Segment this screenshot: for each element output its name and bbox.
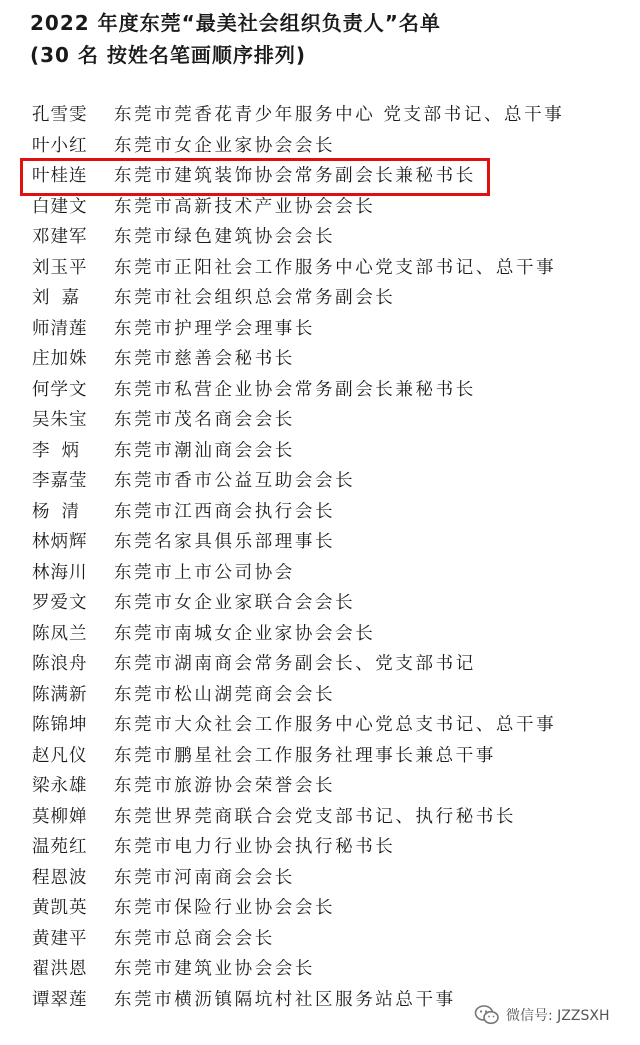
person-name: 程恩波 [32,867,88,888]
organization-title: 东莞市正阳社会工作服务中心党支部书记、总干事 [114,257,557,278]
list-item [32,588,622,619]
list-item [32,619,622,650]
name-list [32,100,622,1015]
list-item [32,100,622,131]
person-name: 杨清 [32,501,91,522]
list-item [32,771,622,802]
organization-title: 东莞市大众社会工作服务中心党总支书记、总干事 [114,715,557,735]
organization-title: 东莞市私营企业协会常务副会长兼秘书长 [114,379,476,400]
organization-title: 东莞市香市公益互助会会长 [114,471,356,491]
organization-title: 东莞市旅游协会荣誉会长 [114,776,336,796]
person-name: 罗爱文 [32,593,88,613]
list-item [32,649,622,680]
organization-title: 东莞市横沥镇隔坑村社区服务站总干事 [114,989,456,1010]
list-item [32,893,622,924]
watermark [474,1004,609,1026]
person-name: 莫柳婵 [32,806,88,827]
list-item [32,680,622,711]
organization-title: 东莞市潮汕商会会长 [114,440,295,461]
person-name: 赵凡仪 [32,745,88,766]
person-name: 白建文 [32,196,88,217]
organization-title: 东莞市高新技术产业协会会长 [114,196,376,217]
organization-title: 东莞市保险行业协会会长 [114,898,336,918]
organization-title: 东莞市社会组织总会常务副会长 [114,288,396,308]
organization-title: 东莞市电力行业协会执行秘书长 [114,837,396,857]
list-item [32,192,622,223]
list-item [32,863,622,894]
highlight-box [20,158,490,196]
organization-title: 东莞市上市公司协会 [114,562,295,583]
list-item [32,436,622,467]
document-subtitle: (30 名 按姓名笔画顺序排列) [30,43,307,67]
person-name: 梁永雄 [32,776,88,796]
list-item [32,832,622,863]
organization-title: 东莞市鹏星社会工作服务社理事长兼总干事 [114,745,496,766]
list-item [32,741,622,772]
list-item [32,710,622,741]
organization-title: 东莞市绿色建筑协会会长 [114,227,336,247]
organization-title: 东莞市莞香花青少年服务中心 党支部书记、总干事 [114,105,565,125]
person-name: 黄凯英 [32,898,88,918]
list-item [32,466,622,497]
organization-title: 东莞世界莞商联合会党支部书记、执行秘书长 [114,806,516,827]
organization-title: 东莞市松山湖莞商会会长 [114,684,336,705]
organization-title: 东莞市建筑业协会会长 [114,959,315,979]
organization-title: 东莞市茂名商会会长 [114,410,295,430]
person-name: 林炳辉 [32,532,88,552]
list-item [32,222,622,253]
person-name: 陈满新 [32,684,88,705]
person-name: 陈浪舟 [32,654,88,674]
person-name: 孔雪雯 [32,105,88,125]
organization-title: 东莞市建筑装饰协会常务副会长兼秘书长 [114,166,476,186]
document-title: 2022 年度东莞“最美社会组织负责人”名单 [30,11,441,35]
organization-title: 东莞市女企业家协会会长 [114,135,336,156]
person-name: 林海川 [32,562,88,583]
person-name: 黄建平 [32,928,88,949]
list-item [32,344,622,375]
person-name: 陈锦坤 [32,715,88,735]
person-name: 吴朱宝 [32,410,88,430]
person-name: 庄加姝 [32,349,88,369]
list-item [32,131,622,162]
person-name: 何学文 [32,379,88,400]
list-item [32,924,622,955]
organization-title: 东莞市江西商会执行会长 [114,501,336,522]
person-name: 邓建军 [32,227,88,247]
list-item [32,527,622,558]
organization-title: 东莞市南城女企业家协会会长 [114,623,376,644]
organization-title: 东莞市湖南商会常务副会长、党支部书记 [114,654,476,674]
person-name: 陈凤兰 [32,623,88,644]
person-name: 李嘉莹 [32,471,88,491]
person-name: 叶桂连 [32,166,88,186]
organization-title: 东莞市女企业家联合会会长 [114,593,356,613]
organization-title: 东莞名家具俱乐部理事长 [114,532,336,552]
person-name: 师清莲 [32,318,88,339]
person-name: 叶小红 [32,135,88,156]
person-name: 谭翠莲 [32,989,88,1010]
list-item [32,497,622,528]
person-name: 翟洪恩 [32,959,88,979]
list-item [32,558,622,589]
list-item [32,405,622,436]
organization-title: 东莞市总商会会长 [114,928,275,949]
organization-title: 东莞市护理学会理事长 [114,318,315,339]
list-item [32,314,622,345]
list-item [32,283,622,314]
person-name: 温苑红 [32,837,88,857]
list-item [32,954,622,985]
list-item [32,802,622,833]
person-name: 刘嘉 [32,288,91,308]
person-name: 李炳 [32,440,91,461]
watermark-text: 微信号: JZZSXH [506,1008,610,1024]
list-item [32,253,622,284]
person-name: 刘玉平 [32,257,88,278]
organization-title: 东莞市河南商会会长 [114,867,295,888]
list-item [32,375,622,406]
organization-title: 东莞市慈善会秘书长 [114,349,295,369]
wechat-icon [474,1004,500,1026]
